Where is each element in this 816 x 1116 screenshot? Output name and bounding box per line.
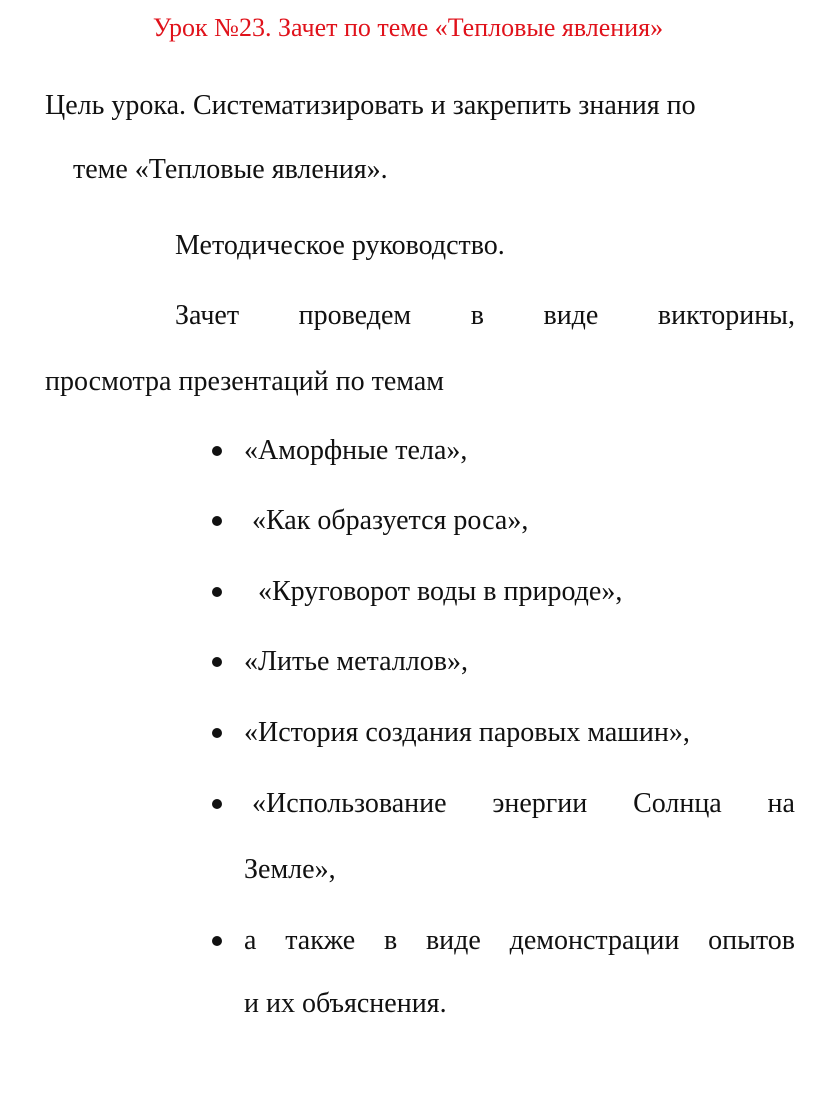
topic-word: также [285, 925, 356, 956]
topic-word: энергии [492, 788, 588, 819]
topic-word: а [244, 925, 257, 956]
topic-label: «Круговорот воды в природе», [258, 576, 623, 607]
intro-word: викторины, [657, 300, 795, 331]
intro-word: проведем [298, 300, 412, 331]
topic-word: демонстрации [509, 925, 680, 956]
topic-word: опытов [708, 925, 795, 956]
topic-label-continued: Земле», [244, 854, 336, 885]
intro-line-2: просмотра презентаций по темам [45, 366, 444, 397]
intro-word: виде [543, 300, 599, 331]
topic-word: на [767, 788, 795, 819]
topic-word: Солнца [633, 788, 722, 819]
bullet-icon [212, 657, 222, 667]
bullet-icon [212, 728, 222, 738]
goal-line-1: Цель урока. Систематизировать и закрепить знания по [45, 90, 696, 121]
topic-label: «Литье металлов», [244, 646, 468, 677]
topic-label [244, 923, 795, 959]
topic-label [252, 786, 795, 822]
topic-label: «Аморфные тела», [244, 435, 468, 466]
goal-line-2: теме «Тепловые явления». [73, 154, 388, 185]
topic-label: «История создания паровых машин», [244, 717, 690, 748]
intro-word: в [470, 300, 484, 331]
topic-word: «Использование [252, 788, 447, 819]
topic-label: «Как образуется роса», [252, 505, 529, 536]
bullet-icon [212, 936, 222, 946]
lesson-title: Урок №23. Зачет по теме «Тепловые явления» [152, 13, 664, 42]
topic-word: виде [425, 925, 481, 956]
intro-word: Зачет [175, 300, 240, 331]
bullet-icon [212, 516, 222, 526]
bullet-icon [212, 799, 222, 809]
method-heading: Методическое руководство. [175, 230, 505, 261]
bullet-icon [212, 587, 222, 597]
topic-word: в [383, 925, 398, 956]
bullet-icon [212, 446, 222, 456]
topic-label-continued: и их объяснения. [244, 988, 447, 1019]
intro-line-1 [175, 298, 795, 334]
